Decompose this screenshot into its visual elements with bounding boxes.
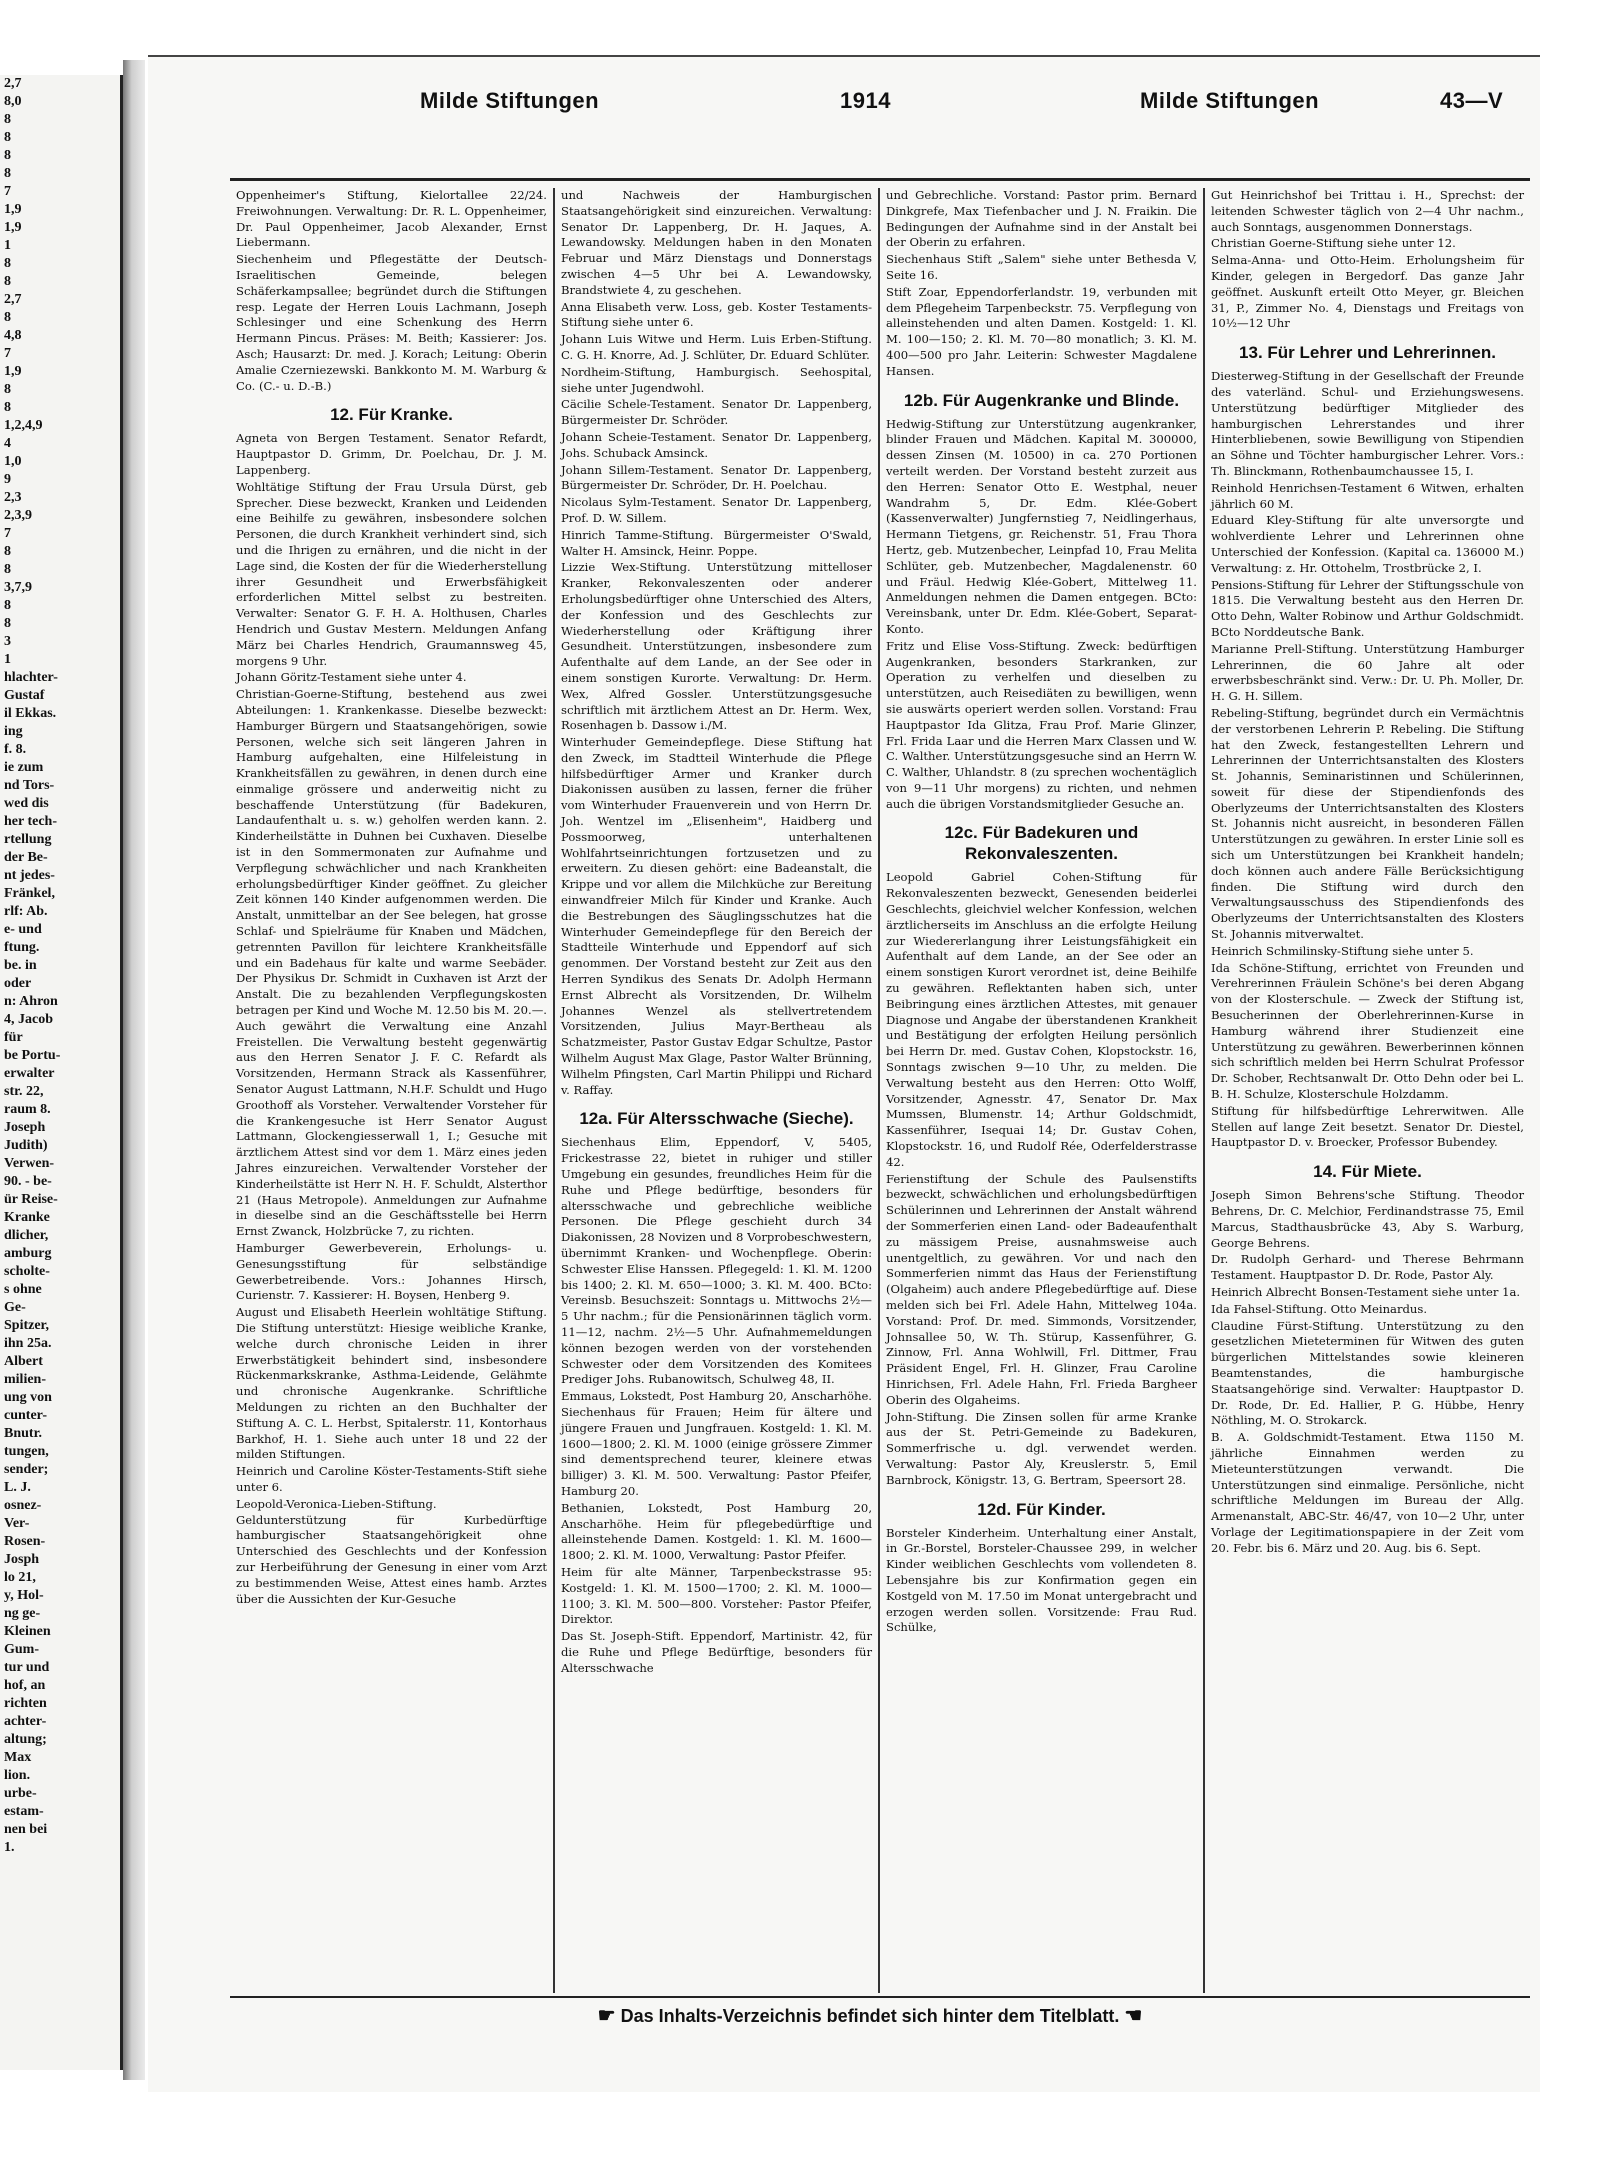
foundation-entry: Rebeling-Stiftung, begründet durch ein Vermächtnis der verstorbenen Lehrerin P. Rebeling. Die Stiftung hat den Zweck, festangestellten Lehrern und Lehrerinnen der Unterrichtsanstalten des Klosters St. Johannis, Seminaristinnen und Schülerinnen, soweit für diese der Stipendienfonds des Oberlyzeums der Unterrichtsanstalten des Klosters St. Johannis nicht ausreicht, in besonderen Fällen Unterstützungen zu gewähren. In erster Linie soll es sich um Unterstützungen bei Krankheit handeln; doch können auch andere Fälle Berücksichtigung finden. Die Stiftung wird durch den Verwaltungsausschuss des Stipendienfonds des Oberlyzeums der Unterrichtsanstalten des Klosters St. Johannis mitverwaltet. xyxy=(1211,705,1524,942)
footer-note xyxy=(470,2003,1270,2028)
adjacent-page-line: 8 xyxy=(4,562,11,577)
adjacent-page-line: 8 xyxy=(4,166,11,181)
foundation-entry: Hedwig-Stiftung zur Unterstützung augenkranker, blinder Frauen und Mädchen. Kapital M. 300000, dessen Zinsen (M. 10500) in ca. 270 Portionen verteilt werden. Der Vorstand besteht zurzeit aus den Herren: Senator Otto E. Westphal, neuer Wandrahm 5, Dr. Edm. Klée-Gobert (Kassenverwalter) Jungfernstieg 7, Neidlingerhaus, Hermann Tietgens, gr. Reichenstr. 51, Frau Thora Hertz, geb. Mutzenbecher, Leinpfad 10, Frau Melita Schlüter, geb. Mutzenbecher, Magdalenenstr. 60 und Fräul. Hedwig Klée-Gobert, Mittelweg 11. Anmeldungen nehmen die Damen entgegen. BCto: Vereinsbank, unter Dr. Edm. Klée-Gobert, Separat-Konto. xyxy=(886,416,1197,636)
foundation-entry: Hamburger Gewerbeverein, Erholungs- u. Genesungsstiftung für selbständige Gewerbetreibende. Vors.: Johannes Hirsch, Curienstr. 7. Kassierer: H. Boysen, Henberg 9. xyxy=(236,1241,547,1303)
adjacent-page-line: 8 xyxy=(4,382,11,397)
foundation-entry: Winterhuder Gemeindepflege. Diese Stiftung hat den Zweck, im Stadtteil Winterhude die Pflege hilfsbedürftiger Armer und Kranker durch Diakonissen ausüben zu lassen, ferner die früher vom Winterhuder Frauenverein und von Herrn Dr. Joh. Wentzel im „Elisenheim", Haidberg und Possmoorweg, unterhaltenen Wohlfahrtseinrichtungen fortzusetzen und zu erweitern. Zu diesen gehört: eine Badeanstalt, die Krippe und vor allem die Milchküche zur Bereitung einwandfreier Milch für Kinder und Kranke. Auch die Bestrebungen des Säuglingsschutzes hat die Winterhuder Gemeindepflege für den Bereich der Stadtteile Winterhude und Eppendorf auf sich genommen. Der Vorstand besteht zur Zeit aus den Herren Syndikus des Senats Dr. Adolph Hermann Ernst Albrecht als Vorsitzenden, Dr. Wilhelm Johannes Wenzel als stellvertretendem Vorsitzenden, Julius Mayr-Bertheau als Schatzmeister, Pastor Gustav Edgar Schultze, Pastor Wilhelm August Max Glage, Pastor Walter Brünning, Wilhelm Pfingsten, Carl Martin Philippi und Richard v. Raffay. xyxy=(561,735,872,1097)
adjacent-page-line: ftung. xyxy=(4,940,40,955)
foundation-entry: Heinrich Schmilinsky-Stiftung siehe unter 5. xyxy=(1211,943,1474,958)
foundation-entry: Johann Göritz-Testament siehe unter 4. xyxy=(236,670,467,685)
foundation-entry: Ferienstiftung der Schule des Paulsenstifts bezweckt, schwächlichen und erholungsbedürftigen Schülerinnen und Lehrerinnen der Anstalt während der Sommerferien einen Land- oder Badeaufenthalt zu mässigem Preise, ausnahmsweise auch unentgeltlich, zu gewähren. Vor und nach den Sommerferien nimmt das Haus der Ferienstiftung (Olgaheim) auch andere Pflegebedürftige auf. Diese melden sich bei Frl. Adele Hahn, Mittelweg 104a. Vorstand: Prof. Dr. med. Simmonds, Vorsitzender, Johnsallee 50, W. Th. Stürup, Kassenführer, G. Zinnow, Frl. Anna Wohlwill, Frl. Dittmer, Frau Präsident Engel, Frl. H. Glinzer, Frau Caroline Hinrichsen, Frl. Adele Hahn, Frl. Frieda Bargheer Oberin des Olgaheims. xyxy=(886,1171,1197,1407)
adjacent-page-line: 2,3,9 xyxy=(4,508,32,523)
adjacent-page-line: Judith) xyxy=(4,1138,48,1153)
adjacent-page-line: der Be- xyxy=(4,850,48,865)
foundation-entry: Fritz und Elise Voss-Stiftung. Zweck: bedürftigen Augenkranken, besonders Starkranken, zur Operation zu verhelfen und dieselben zu unterstützen, auch Reisediäten zu bewilligen, wenn sie auswärts operiert werden sollen. Vorstand: Frau Hauptpastor Ida Glitza, Frau Prof. Marie Glinzer, Frl. Frida Laar und die Herren Marx Classen und W. C. Walther. Unterstützungsgesuche sind an Herrn W. C. Walther, Uhlandstr. 8 (zu sprechen wochentäglich von 9—11 Uhr morgens) zu richten, und nehmen auch die übrigen Vorstandsmitglieder Gesuche an. xyxy=(886,638,1197,811)
foundation-entry: Leopold-Veronica-Lieben-Stiftung. Geldunterstützung für Kurbedürftige hamburgischer Staatsangehörigkeit ohne Unterschied des Geschlechts und der Konfession zur Herbeiführung der Genesung in einer vom Arzt zu bestimmenden Weise, Attest eines hamb. Arztes über die Aussichten der Kur-Gesuche xyxy=(236,1496,547,1606)
column-3 xyxy=(880,188,1205,1993)
foundation-entry: Johann Scheie-Testament. Senator Dr. Lappenberg, Johs. Schuback Amsinck. xyxy=(561,429,872,460)
text-columns xyxy=(230,188,1530,1993)
adjacent-page-line: Gum- xyxy=(4,1642,39,1657)
foundation-entry: Heim für alte Männer, Tarpenbeckstrasse 95: Kostgeld: 1. Kl. M. 1500—1700; 2. Kl. M. 1000—1100; 3. Kl. M. 500—800. Vorsteher: Pastor Pfeifer, Direktor. xyxy=(561,1564,872,1627)
foundation-entry: Dr. Rudolph Gerhard- und Therese Behrmann Testament. Hauptpastor D. Dr. Rode, Pastor Aly. xyxy=(1211,1252,1524,1283)
adjacent-page-line: L. J. xyxy=(4,1480,31,1495)
header-rule xyxy=(230,178,1530,181)
adjacent-page-line: 7 xyxy=(4,346,11,361)
adjacent-page-strip xyxy=(0,75,123,2070)
adjacent-page-line: amburg xyxy=(4,1246,52,1261)
adjacent-page-line: cunter- xyxy=(4,1408,48,1423)
adjacent-page-line: hof, an xyxy=(4,1678,46,1693)
adjacent-page-line: für xyxy=(4,1030,23,1045)
adjacent-page-line: oder xyxy=(4,976,32,991)
adjacent-page-line: 7 xyxy=(4,184,11,199)
foundation-entry: Reinhold Henrichsen-Testament 6 Witwen, erhalten jährlich 60 M. xyxy=(1211,480,1524,511)
section-heading: 12. Für Kranke. xyxy=(330,405,453,425)
adjacent-page-line: ür Reise- xyxy=(4,1192,58,1207)
adjacent-page-line: her tech- xyxy=(4,814,57,829)
adjacent-page-line: 8 xyxy=(4,112,11,127)
column-1 xyxy=(230,188,555,1993)
header-right-title: Milde Stiftungen xyxy=(1140,88,1320,113)
adjacent-page-line: 3 xyxy=(4,634,11,649)
adjacent-page-line: erwalter xyxy=(4,1066,55,1081)
foundation-entry: Leopold Gabriel Cohen-Stiftung für Rekonvaleszenten bezweckt, Genesenden beiderlei Geschlechts, gleichviel welcher Konfession, welchen ärztlicherseits im Anschluss an die erfolgte Heilung zur Wiedererlangung ihrer Leistungsfähigkeit ein Aufenthalt auf dem Lande, an der See oder an einem sonstigen Kurort verordnet ist, deine Beihilfe zu gewähren. Reflektanten haben sich, unter Beibringung eines ärztlichen Attestes, mit genauer Diagnose und Angabe der überstandenen Krankheit und Bestätigung der erfolgten Heilung persönlich bei Herrn Dr. med. Gustav Cohen, Klopstockstr. 16, Sonntags zwischen 9—10 Uhr, zu melden. Die Verwaltung besteht aus den Herren: Otto Wolff, Vorsitzender, Agnesstr. 47, Senator Dr. Max Mumssen, Blumenstr. 14; Arthur Goldschmidt, Kassenführer, Isequai 14; Dr. Gustav Cohen, Klopstockstr. 16, und Rudolf Rée, Oderfelderstrasse 42. xyxy=(886,870,1197,1169)
foundation-entry: Marianne Prell-Stiftung. Unterstützung Hamburger Lehrerinnen, die 60 Jahre alt oder erwerbsbeschränkt sind. Verw.: Dr. U. Ph. Moller, Dr. H. G. H. Sillem. xyxy=(1211,641,1524,704)
adjacent-page-line: 8 xyxy=(4,616,11,631)
adjacent-page-line: 1,2,4,9 xyxy=(4,418,43,433)
adjacent-page-line: 1,0 xyxy=(4,454,22,469)
adjacent-page-line: rtellung xyxy=(4,832,52,847)
adjacent-page-line: Bnutr. xyxy=(4,1426,43,1441)
foundation-entry: Stiftung für hilfsbedürftige Lehrerwitwen. Alle Stellen auf lange Zeit besetzt. Senator Dr. Diestel, Hauptpastor D. v. Broecker, Professor Bubendey. xyxy=(1211,1103,1524,1150)
footer-rule xyxy=(230,1996,1530,1998)
section-heading: 12a. Für Altersschwache (Sieche). xyxy=(579,1109,854,1129)
adjacent-page-line: 8 xyxy=(4,310,11,325)
adjacent-page-line: 1. xyxy=(4,1840,15,1855)
adjacent-page-line: lo 21, xyxy=(4,1570,36,1585)
adjacent-page-line: f. 8. xyxy=(4,742,27,757)
adjacent-page-line: dlicher, xyxy=(4,1228,49,1243)
adjacent-page-line: Joseph xyxy=(4,1120,46,1135)
adjacent-page-line: ie zum xyxy=(4,760,44,775)
adjacent-page-line: achter- xyxy=(4,1714,47,1729)
pointing-hand-right-icon: ☛ xyxy=(597,2005,616,2027)
foundation-entry: Johann Luis Witwe und Herm. Luis Erben-Stiftung. C. G. H. Knorre, Ad. J. Schlüter, Dr. Eduard Schlüter. xyxy=(561,332,872,362)
adjacent-page-line: ing xyxy=(4,724,23,739)
adjacent-page-line: milien- xyxy=(4,1372,46,1387)
section-heading: 12c. Für Badekuren und Rekonvaleszenten. xyxy=(944,823,1139,864)
foundation-entry: Heinrich Albrecht Bonsen-Testament siehe unter 1a. xyxy=(1211,1285,1521,1299)
section-heading: 12b. Für Augenkranke und Blinde. xyxy=(903,390,1180,410)
header-left-title: Milde Stiftungen xyxy=(420,88,600,113)
foundation-entry: Eduard Kley-Stiftung für alte unversorgte und wohlverdiente Lehrer und Lehrerinnen ohne Unterschied der Konfession. (Kapital ca. 136000 M.) Verwaltung: z. Hr. Ottohelm, Trostbrücke 2, I. xyxy=(1211,513,1524,575)
adjacent-page-line: 4,8 xyxy=(4,328,22,343)
adjacent-page-line: rlf: Ab. xyxy=(4,904,48,919)
foundation-entry: und Nachweis der Hamburgischen Staatsangehörigkeit sind einzureichen. Verwaltung: Senator Dr. Lappenberg, Dr. H. Jaques, A. Lewandowsky. Meldungen haben in den Monaten Februar und März Dienstags und Donnerstags zwischen 4—5 Uhr bei A. Lewandowsky, Brandstwiete 4, zu geschehen. xyxy=(561,188,872,297)
adjacent-page-line: ng ge- xyxy=(4,1606,41,1621)
column-4 xyxy=(1205,188,1530,1993)
foundation-entry: B. A. Goldschmidt-Testament. Etwa 1150 M. jährliche Einnahmen werden zu Mieteunterstützungen verwandt. Die Unterstützungen sind einmalige. Persönliche, nicht schriftliche Meldungen im Bureau der Allg. Armenanstalt, ABC-Str. 46/47, von 10—2 Uhr, unter Vorlage der Legitimationspapiere in der Zeit vom 20. Febr. bis 6. März und 20. Aug. bis 6. Sept. xyxy=(1211,1430,1524,1555)
adjacent-page-line: 1 xyxy=(4,238,11,253)
adjacent-page-line: altung; xyxy=(4,1732,47,1747)
adjacent-page-line: 1 xyxy=(4,652,11,667)
adjacent-page-line: ihn 25a. xyxy=(4,1336,52,1351)
adjacent-page-line: n: Ahron xyxy=(4,994,58,1009)
adjacent-page-line: Fränkel, xyxy=(4,886,55,901)
adjacent-page-line: 8 xyxy=(4,274,11,289)
foundation-entry: Pensions-Stiftung für Lehrer der Stiftungsschule von 1815. Die Verwaltung besteht aus den Herren Dr. Otto Dehn, Walter Robinow und Arthur Goldschmidt. BCto Norddeutsche Bank. xyxy=(1211,577,1524,639)
foundation-entry: Christian-Goerne-Stiftung, bestehend aus zwei Abteilungen: 1. Krankenkasse. Dieselbe bezweckt: Hamburger Bürgern und Staatsangehörigen, sowie Personen, welche sich seit längeren Jahren in Hamburg aufgehalten, eine Hilfeleistung in Krankheitsfällen zu gewähren, in denen durch eine einmalige grössere und anderweitig nicht zu beschaffende Unterstützung (für Badekuren, Landaufenthalt u. s. w.) geholfen werden kann. 2. Kinderheilstätte in Duhnen bei Cuxhaven. Dieselbe ist in den Sommermonaten zur Aufnahme und Verpflegung schwächlicher und nach Krankheiten erholungsbedürftiger Kinder geöffnet. Zu gleicher Zeit können 140 Kinder aufgenommen werden. Die Anstalt, unmittelbar an der See belegen, hat grosse Schlaf- und Spielräume für Knaben und Mädchen, getrennten Pavillon für leichtere Krankheitsfälle und ein Badehaus für kalte und warme Seebäder. Der Physikus Dr. Schmidt in Cuxhaven ist Arzt der Anstalt. Die zu bezahlenden Verpflegungskosten betragen per Kind und Woche M. 12.50 bis M. 20.—. Auch gewährt die Verwaltung eine Anzahl Freistellen. Die Verwaltung besteht gegenwärtig aus den Herren Senator J. F. C. Refardt als Vorsitzenden, Hermann Strack als Kassenführer, Senator August Lattmann, N.H.F. Schuldt und Hugo Groothoff als Vorsteher. Verwaltender Vorsteher für die Krankengesuche ist Herr Senator August Lattmann, Glockengiesserwall 1, I.; Gesuche mit ärztlichem Attest sind vor dem 1. März eines jeden Jahres einzureichen. Verwaltender Vorsteher der Kinderheilstätte ist Herr N. H. F. Schuldt, Alsterthor 21 (Haus Metropole). Anmeldungen zur Aufnahme in dieselbe sind an die Geschäftsstelle bei Herrn Ernst Zwanck, Holzbrücke 7, zu richten. xyxy=(236,687,547,1239)
foundation-entry: Johann Sillem-Testament. Senator Dr. Lappenberg, Bürgermeister Dr. Schröder, Dr. H. Poelchau. xyxy=(561,462,872,493)
adjacent-page-line: 90. - be- xyxy=(4,1174,52,1189)
adjacent-page-line: 1,9 xyxy=(4,202,22,217)
foundation-entry: John-Stiftung. Die Zinsen sollen für arme Kranke aus der St. Petri-Gemeinde zu Badekuren, Sommerfrische u. dgl. verwendet werden. Verwaltung: Pastor Aly, Kreuslerstr. 5, Emil Barnbrock, Königstr. 13, G. Bertram, Speersort 28. xyxy=(886,1409,1197,1487)
foundation-entry: Heinrich und Caroline Köster-Testaments-Stift siehe unter 6. xyxy=(236,1464,547,1494)
adjacent-page-line: tungen, xyxy=(4,1444,49,1459)
foundation-entry: August und Elisabeth Heerlein wohltätige Stiftung. Die Stiftung unterstützt: Hiesige weibliche Kranke, welche durch chronische Leiden in ihrer Erwerbstätigkeit behindert sind, insbesondere Rückenmarkskranke, Asthma-Leidende, Gelähmte und chronische Augenkranke. Schriftliche Meldungen zu richten an den Buchhalter der Stiftung A. C. L. Herbst, Spitalerstr. 11, Kontorhaus Barkhof, H. 1. Siehe auch unter 18 und 22 der milden Stiftungen. xyxy=(236,1305,547,1462)
foundation-entry: Oppenheimer's Stiftung, Kielortallee 22/24. Freiwohnungen. Verwaltung: Dr. R. L. Oppenheimer, Dr. Paul Oppenheimer, Jacob Alexander, Ernst Liebermann. xyxy=(236,188,547,250)
adjacent-page-line: 9 xyxy=(4,472,11,487)
foundation-entry: Das St. Joseph-Stift. Eppendorf, Martinistr. 42, für die Ruhe und Pflege Bedürftige, besonders für Altersschwache xyxy=(561,1629,872,1675)
header-year: 1914 xyxy=(840,88,891,113)
adjacent-page-line: str. 22, xyxy=(4,1084,44,1099)
adjacent-page-line: Ge- xyxy=(4,1300,26,1315)
adjacent-page-line: scholte- xyxy=(4,1264,50,1279)
foundation-entry: Nicolaus Sylm-Testament. Senator Dr. Lappenberg, Prof. D. W. Sillem. xyxy=(561,495,872,525)
adjacent-page-line: 8 xyxy=(4,400,11,415)
foundation-entry: Ida Fahsel-Stiftung. Otto Meinardus. xyxy=(1211,1301,1428,1316)
adjacent-page-line: Rosen- xyxy=(4,1534,46,1549)
adjacent-page-line: nen bei xyxy=(4,1822,48,1837)
adjacent-page-line: Albert xyxy=(4,1354,43,1369)
page-header xyxy=(280,88,1540,152)
adjacent-page-line: il Ekkas. xyxy=(4,706,57,721)
foundation-entry: Selma-Anna- und Otto-Heim. Erholungsheim für Kinder, gelegen in Bergedorf. Das ganze Jahr geöffnet. Auskunft erteilt Otto Meyer, gr. Bleichen 31, P., Zimmer No. 4, Dienstags und Freitags von 10½—12 Uhr xyxy=(1211,253,1524,331)
adjacent-page-line: osnez- xyxy=(4,1498,42,1513)
adjacent-page-line: 7 xyxy=(4,526,11,541)
foundation-entry: Borsteler Kinderheim. Unterhaltung einer Anstalt, in Gr.-Borstel, Borsteler-Chaussee 299, in welcher Kinder weiblichen Geschlechts vom vollendeten 8. Lebensjahre bis zur Konfirmation gegen ein Kostgeld von M. 17.50 im Monat untergebracht und erzogen werden sollen. Vorsitzende: Frau Rud. Schülke, xyxy=(886,1525,1197,1635)
adjacent-page-line: Verwen- xyxy=(4,1156,55,1171)
adjacent-page-line: 8 xyxy=(4,148,11,163)
foundation-entry: Diesterweg-Stiftung in der Gesellschaft der Freunde des vaterländ. Schul- und Erziehungswesens. Unterstützung bedürftiger Mitglieder des hamburgischen Lehrerstandes und ihrer Hinterbliebenen, sowie Bewilligung von Stipendien an Söhne und Töchter hamburgischer Lehrer. Vors.: Th. Blinckmann, Rothenbaumchaussee 15, I. xyxy=(1211,369,1524,478)
foundation-entry: Emmaus, Lokstedt, Post Hamburg 20, Anscharhöhe. Siechenhaus für Frauen; Heim für ältere und jüngere Frauen und Jungfrauen. Kostgeld: 1. Kl. M. 1600—1800; 2. Kl. M. 1000 (einige grössere Zimmer sind dementsprechend teurer, kleinere etwas billiger) 3. Kl. M. 500. Verwaltung: Pastor Pfeifer, Hamburg 20. xyxy=(561,1389,872,1498)
adjacent-page-line: raum 8. xyxy=(4,1102,51,1117)
adjacent-page-line: 8 xyxy=(4,130,11,145)
foundation-entry: Wohltätige Stiftung der Frau Ursula Dürst, geb Sprecher. Diese bezweckt, Kranken und Leidenden eine Beihilfe zu gewähren, insbesondere solchen Personen, die durch Krankheit verhindert sind, sich und die Ihrigen zu ernähren, und die nicht in der Lage sind, die Kosten der für die Wiederherstellung ihrer Gesundheit und Erwerbsfähigkeit erforderlichen Mittel selbst zu bestreiten. Verwalter: Senator G. F. H. A. Holthusen, Charles Hendrich und Gustav Mestern. Meldungen Anfang März bei Charles Hendrich, Graumannsweg 45, morgens 9 Uhr. xyxy=(236,479,547,668)
foundation-entry: Anna Elisabeth verw. Loss, geb. Koster Testaments-Stiftung siehe unter 6. xyxy=(561,299,872,330)
adjacent-page-line: sender; xyxy=(4,1462,49,1477)
adjacent-page-line: Josph xyxy=(4,1552,40,1567)
book-gutter xyxy=(123,60,145,2080)
foundation-entry: Joseph Simon Behrens'sche Stiftung. Theodor Behrens, Dr. C. Melchior, Ferdinandstrasse 75, Emil Marcus, Stadthausbrücke 43, Aby S. Warburg, George Behrens. xyxy=(1211,1188,1524,1250)
adjacent-page-line: nt jedes- xyxy=(4,868,55,883)
adjacent-page-line: s ohne xyxy=(4,1282,42,1297)
adjacent-page-line: hlachter- xyxy=(4,670,58,685)
foundation-entry: und Gebrechliche. Vorstand: Pastor prim. Bernard Dinkgrefe, Max Tiefenbacher und J. N. Fraikin. Die Bedingungen der Aufnahme sind in der Anstalt bei der Oberin zu erfahren. xyxy=(886,188,1197,250)
adjacent-page-line: estam- xyxy=(4,1804,44,1819)
foundation-entry: Agneta von Bergen Testament. Senator Refardt, Hauptpastor D. Grimm, Dr. Poelchau, Dr. J. M. Lappenberg. xyxy=(236,431,547,477)
adjacent-page-line: 8 xyxy=(4,598,11,613)
adjacent-page-line: y, Hol- xyxy=(4,1588,44,1603)
adjacent-page-line: ung von xyxy=(4,1390,52,1405)
section-heading: 14. Für Miete. xyxy=(1313,1162,1422,1182)
foundation-entry: Cäcilie Schele-Testament. Senator Dr. Lappenberg, Bürgermeister Dr. Schröder. xyxy=(561,397,872,428)
adjacent-page-line: 1,9 xyxy=(4,364,22,379)
pointing-hand-left-icon: ☚ xyxy=(1124,2005,1143,2027)
adjacent-page-line: lion. xyxy=(4,1768,31,1783)
foundation-entry: Gut Heinrichshof bei Trittau i. H., Sprechst: der leitenden Schwester täglich von 2—4 Uhr nachm., auch Sonntags, ausgenommen Donnerstags. xyxy=(1211,188,1524,234)
foundation-entry: Siechenhaus Stift „Salem" siehe unter Bethesda V, Seite 16. xyxy=(886,252,1197,282)
adjacent-page-line: 2,3 xyxy=(4,490,22,505)
header-page-number: 43—V xyxy=(1440,88,1504,113)
adjacent-page-line: be. in xyxy=(4,958,37,973)
adjacent-page-line: Max xyxy=(4,1750,32,1765)
adjacent-page-line: tur und xyxy=(4,1660,50,1675)
section-heading: 12d. Für Kinder. xyxy=(977,1499,1106,1519)
adjacent-page-line: Spitzer, xyxy=(4,1318,49,1333)
adjacent-page-line: richten xyxy=(4,1696,47,1711)
adjacent-page-line: Kranke xyxy=(4,1210,50,1225)
foundation-entry: Siechenheim und Pflegestätte der Deutsch-Israelitischen Gemeinde, belegen Schäferkampsallee; begründet durch die Stiftungen resp. Legate der Herren Louis Lachmann, Joseph Schlesinger und eine Schenkung des Herrn Hermann Pincus. Präses: M. Beith; Kassierer: Jos. Asch; Hausarzt: Dr. med. J. Korach; Leitung: Oberin Amalie Czerniezewski. Bankkonto M. M. Warburg & Co. (C.- u. D.-B.) xyxy=(236,252,547,393)
foundation-entry: Bethanien, Lokstedt, Post Hamburg 20, Anscharhöhe. Heim für pflegebedürftige und alleinstehende Damen. Kostgeld: 1. Kl. M. 1600—1800; 2. Kl. M. 1000, Verwaltung: Pastor Pfeifer. xyxy=(561,1500,872,1563)
adjacent-page-line: urbe- xyxy=(4,1786,37,1801)
column-2 xyxy=(555,188,880,1993)
foundation-entry: Lizzie Wex-Stiftung. Unterstützung mittelloser Kranker, Rekonvaleszenten oder anderer Erholungsbedürftiger ohne Unterschied des Alters, der Konfession und des Geschlechts zur Wiederherstellung oder Kräftigung ihrer Gesundheit. Unterstützungen, insbesondere zum Aufenthalte auf dem Lande, an der See oder in einem sonstigen Kurorte. Verwaltung: Dr. Herm. Wex, Alfred Gossler. Unterstützungsgesuche schriftlich mit ärztlichem Attest an Dr. Herm. Wex, Rosenhagen b. Dassow i./M. xyxy=(561,560,872,733)
adjacent-page-line: 4 xyxy=(4,436,11,451)
adjacent-page-line: 1,9 xyxy=(4,220,22,235)
adjacent-page-line: Kleinen xyxy=(4,1624,51,1639)
adjacent-page-line: 4, Jacob xyxy=(4,1012,53,1027)
adjacent-page-line: be Portu- xyxy=(4,1048,61,1063)
foundation-entry: Hinrich Tamme-Stiftung. Bürgermeister O'Swald, Walter H. Amsinck, Heinr. Poppe. xyxy=(561,527,872,558)
adjacent-page-line: 2,7 xyxy=(4,76,22,91)
adjacent-page-line: Gustaf xyxy=(4,688,45,703)
foundation-entry: Siechenhaus Elim, Eppendorf, V, 5405, Frickestrasse 22, bietet in ruhiger und stiller Umgebung ein gesundes, freundliches Heim für die Ruhe und Pflege bedürftige, besonders für altersschwache und gebrechliche weibliche Personen. Die Pflege geschieht durch 34 Diakonissen, 28 Novizen und 8 Vorprobeschwestern, übernimmt Kranken- und Wochenpflege. Oberin: Schwester Elise Hanssen. Pflegegeld: 1. Kl. M. 1200 bis 1400; 2. Kl. M. 650—1000; 3. Kl. M. 400. BCto: Vereinsb. Besuchszeit: Sonntags u. Mittwochs 2½—5 Uhr nachm.; für die Pensionärinnen täglich vorm. 11—12, nachm. 2½—5 Uhr. Aufnahmemeldungen können bezogen werden von der vorstehenden Schwester oder dem Vorsitzenden des Komitees Prediger Johs. Rubanowitsch, Schulweg 48, II. xyxy=(561,1135,872,1387)
adjacent-page-line: 3,7,9 xyxy=(4,580,32,595)
foundation-entry: Nordheim-Stiftung, Hamburgisch. Seehospital, siehe unter Jugendwohl. xyxy=(561,364,872,395)
footer-text: Das Inhalts-Verzeichnis befindet sich hinter dem Titelblatt. xyxy=(620,2006,1120,2026)
adjacent-page-line: e- und xyxy=(4,922,42,937)
adjacent-page-line: 8,0 xyxy=(4,94,22,109)
adjacent-page-line: Ver- xyxy=(4,1516,30,1531)
foundation-entry: Christian Goerne-Stiftung siehe unter 12. xyxy=(1211,236,1456,251)
adjacent-page-line: 8 xyxy=(4,256,11,271)
adjacent-page-line: wed dis xyxy=(4,796,49,811)
foundation-entry: Ida Schöne-Stiftung, errichtet von Freunden und Verehrerinnen Fräulein Schöne's bei deren Abgang von der Klosterschule. — Zweck der Stiftung ist, Besucherinnen der Oberlehrerinnen-Kurse in Hamburg während ihrer Studienzeit eine Unterstützung zu gewähren. Bewerberinnen können sich schriftlich melden bei Herrn Schulrat Professor Dr. Schober, Rechtsanwalt Dr. Otto Dehn oder bei L. B. H. Schulze, Klosterschule Holzdamm. xyxy=(1211,960,1524,1102)
adjacent-page-line: 2,7 xyxy=(4,292,22,307)
foundation-entry: Stift Zoar, Eppendorferlandstr. 19, verbunden mit dem Pflegeheim Tarpenbeckstr. 75. Verpflegung von alleinstehenden und alten Damen. Kostgeld: 1. Kl. M. 100—150; 2. Kl. M. 70—80 monatlich; 3. Kl. M. 400—500 pro Jahr. Leiterin: Schwester Magdalene Hansen. xyxy=(886,284,1197,378)
adjacent-page-line: nd Tors- xyxy=(4,778,55,793)
section-heading: 13. Für Lehrer und Lehrerinnen. xyxy=(1239,343,1496,363)
foundation-entry: Claudine Fürst-Stiftung. Unterstützung zu den gesetzlichen Mieteterminen für Witwen des guten bürgerlichen Mittelstandes sowie kleineren Beamtenstandes, die hamburgische Staatsangehörige sind. Verwalter: Hauptpastor D. Dr. Rode, Dr. Ed. Hallier, P. G. Hübbe, Henry Nöthling, M. O. Strokarck. xyxy=(1211,1318,1524,1428)
adjacent-page-line: 8 xyxy=(4,544,11,559)
